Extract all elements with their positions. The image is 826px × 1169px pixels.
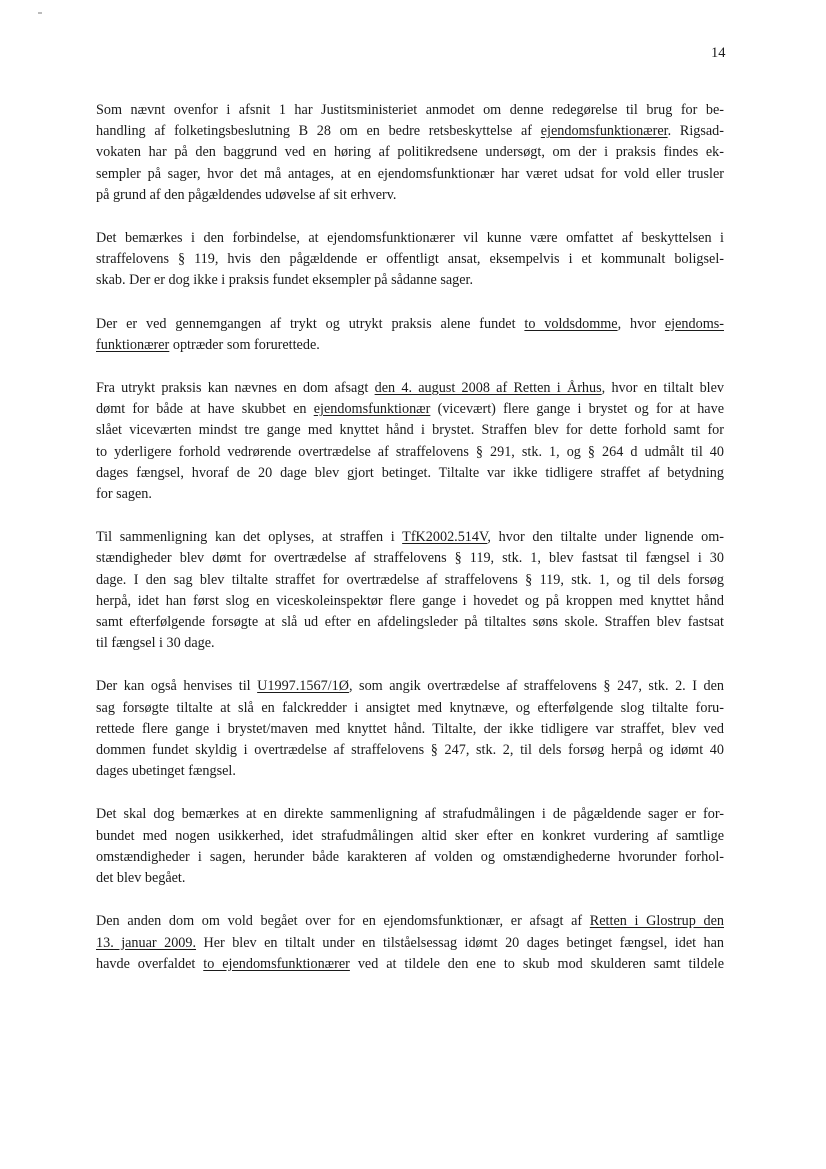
text-segment: dages ubetinget fængsel.: [96, 763, 236, 780]
text-line: [96, 484, 724, 505]
underlined-reference: to ejendomsfunktionærer: [203, 955, 350, 972]
underlined-reference: ejendomsfunktionærer: [540, 123, 668, 140]
text-segment: Som nævnt ovenfor i afsnit 1 har Justitsministeriet anmodet om denne redegørelse til brug for be-: [96, 102, 724, 118]
text-segment: stændigheder blev dømt for overtrædelse af straffelovens § 119, stk. 1, blev fastsat til fængsel i 30: [96, 550, 724, 567]
underlined-reference: U1997.1567/1Ø: [257, 678, 349, 695]
underlined-reference: 13. januar 2009.: [96, 934, 197, 951]
paragraph: [96, 314, 724, 356]
text-line: [96, 612, 724, 633]
paragraph: [96, 911, 724, 975]
paragraph: [96, 804, 724, 889]
text-line: [96, 185, 724, 206]
text-line: [96, 719, 724, 740]
text-segment: Her blev en tiltalt under en tilståelsessag idømt 20 dages betinget fængsel, idet han: [196, 934, 724, 951]
text-line: [96, 228, 724, 249]
paragraph: [96, 378, 724, 505]
underlined-reference: funktionærer: [96, 336, 170, 353]
text-segment: handling af folketingsbeslutning B 28 om en bedre retsbeskyttelse af: [96, 123, 541, 140]
text-line: [96, 100, 724, 121]
text-segment: vokaten har på den baggrund ved en høring af politikredsene undersøgt, om der i praksis findes ek-: [96, 144, 724, 161]
text-line: [96, 270, 724, 291]
text-line: [96, 548, 724, 569]
text-line: [96, 249, 724, 270]
text-segment: for sagen.: [96, 486, 152, 503]
text-line: [96, 954, 724, 975]
text-segment: samt efterfølgende forsøgte at slå ud efter en afdelingsleder på tiltaltes søns skole. Straffen blev fastsat: [96, 614, 724, 631]
text-line: [96, 933, 724, 954]
text-line: [96, 868, 724, 889]
scan-mark: [38, 12, 42, 14]
text-line: [96, 591, 724, 612]
text-segment: bundet med nogen usikkerhed, idet strafudmålingen altid sker efter en konkret vurdering af samtlige: [96, 827, 724, 844]
text-segment: dages fængsel, hvoraf de 20 dage blev gjort betinget. Tiltalte var ikke tidligere straffet af betydning: [96, 464, 724, 481]
paragraph: [96, 676, 724, 782]
text-segment: skab. Der er dog ikke i praksis fundet eksempler på sådanne sager.: [96, 272, 474, 289]
text-segment: (vicevært) flere gange i brystet og for at have: [430, 401, 724, 418]
text-line: [96, 633, 724, 654]
text-line: [96, 378, 724, 399]
text-segment: Den anden dom om vold begået over for en ejendomsfunktionær, er afsagt af: [96, 913, 590, 930]
text-segment: på grund af den pågældendes udøvelse af sit erhverv.: [96, 186, 397, 203]
text-segment: to yderligere forhold vedrørende overtrædelse af straffelovens § 291, stk. 1, og § 264 d udmålt til 40: [96, 443, 724, 460]
text-segment: slået viceværten mindst tre gange med knyttet hånd i brystet. Straffen blev for dette forhold samt for: [96, 422, 724, 439]
text-segment: Der er ved gennemgangen af trykt og utrykt praksis alene fundet: [96, 315, 525, 332]
text-line: [96, 847, 724, 868]
text-segment: Fra utrykt praksis kan nævnes en dom afsagt: [96, 380, 375, 397]
text-line: [96, 463, 724, 484]
underlined-reference: ejendomsfunktionær: [313, 401, 431, 418]
text-line: [96, 164, 724, 185]
text-segment: Det skal dog bemærkes at en direkte sammenligning af strafudmålingen i de pågældende sager er for-: [96, 806, 724, 823]
text-segment: sag forsøgte tiltalte at slå en falckredder i ansigtet med knytnæve, og efterfølgende slog tiltalte foru-: [96, 699, 724, 716]
text-line: [96, 314, 724, 335]
document-body: [96, 100, 724, 997]
text-segment: Der kan også henvises til: [96, 678, 258, 695]
underlined-reference: den 4. august 2008 af Retten i Århus: [374, 380, 602, 397]
text-segment: til fængsel i 30 dage.: [96, 635, 215, 652]
text-segment: straffelovens § 119, hvis den pågældende er offentligt ansat, eksempelvis i et kommunalt boligsel-: [96, 251, 724, 268]
text-segment: dage. I den sag blev tiltalte straffet for overtrædelse af straffelovens § 119, stk. 1, og til dels forsøg: [96, 571, 724, 588]
text-line: [96, 698, 724, 719]
text-segment: , hvor den tiltalte under lignende om-: [487, 529, 724, 546]
underlined-reference: ejendoms-: [664, 315, 724, 332]
text-segment: ved at tildele den ene to skub mod skulderen samt tildele: [349, 955, 724, 972]
underlined-reference: Retten i Glostrup den: [589, 913, 724, 930]
text-line: [96, 142, 724, 163]
page-number: 14: [711, 45, 726, 61]
text-segment: rettede flere gange i brystet/maven med knyttet hånd. Tiltalte, der ikke tidligere var straffet, blev ved: [96, 720, 724, 737]
underlined-reference: TfK2002.514V: [402, 529, 488, 546]
text-line: [96, 442, 724, 463]
text-line: [96, 420, 724, 441]
text-segment: optræder som forurettede.: [169, 336, 320, 353]
text-line: [96, 335, 724, 356]
text-segment: , hvor en tiltalt blev: [601, 380, 725, 397]
text-line: [96, 676, 724, 697]
text-segment: herpå, idet han først slog en viceskoleinspektør flere gange i hovedet og på kroppen med knyttet hånd: [96, 592, 724, 609]
text-segment: Til sammenligning kan det oplyses, at straffen i: [96, 529, 403, 546]
text-line: [96, 911, 724, 932]
text-segment: Det bemærkes i den forbindelse, at ejendomsfunktionærer vil kunne være omfattet af beskyttelsen i: [96, 230, 724, 247]
paragraph: [96, 100, 724, 206]
text-segment: dommen fundet skyldig i overtrædelse af straffelovens § 247, stk. 2, til dels forsøg herpå og idømt 40: [96, 742, 724, 759]
text-segment: havde overfaldet: [96, 955, 204, 972]
text-line: [96, 804, 724, 825]
text-line: [96, 761, 724, 782]
text-line: [96, 527, 724, 548]
text-segment: sempler på sager, hvor det må antages, at en ejendomsfunktionær har været udsat for vold eller trusler: [96, 165, 724, 182]
underlined-reference: to voldsdomme: [524, 315, 618, 332]
text-segment: , som angik overtrædelse af straffelovens § 247, stk. 2. I den: [348, 678, 724, 695]
text-segment: det blev begået.: [96, 870, 186, 887]
text-line: [96, 399, 724, 420]
text-segment: . Rigsad-: [667, 123, 725, 140]
text-line: [96, 826, 724, 847]
text-segment: omstændigheder i sagen, herunder både karakteren af volden og omstændighederne hvorunder forhol-: [96, 848, 724, 865]
text-line: [96, 570, 724, 591]
paragraph: [96, 527, 724, 654]
paragraph: [96, 228, 724, 292]
text-segment: dømt for både at have skubbet en: [96, 401, 314, 418]
text-segment: , hvor: [617, 315, 665, 332]
text-line: [96, 740, 724, 761]
text-line: [96, 121, 724, 142]
